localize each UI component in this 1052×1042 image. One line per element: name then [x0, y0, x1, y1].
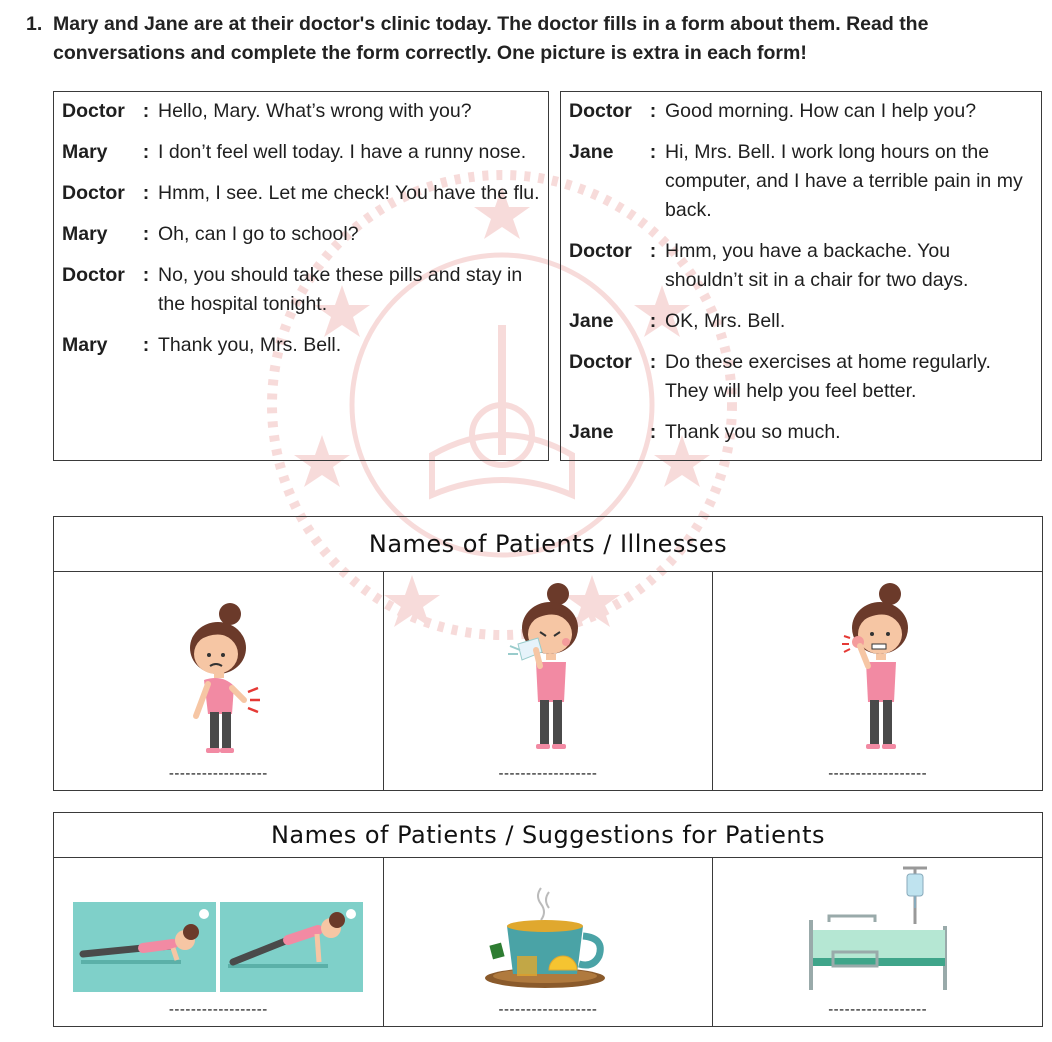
speech-text: Do these exercises at home regularly. They will help you feel better.: [665, 351, 991, 402]
speaker-colon: :: [649, 310, 657, 332]
speaker-colon: :: [142, 223, 150, 245]
speaker-colon: :: [142, 100, 150, 122]
illness-cell-3: [713, 572, 1042, 790]
dialog-turn: [62, 179, 540, 208]
speaker-name: Jane: [569, 421, 614, 443]
speech-text: Thank you so much.: [665, 421, 841, 443]
speaker-name: Jane: [569, 141, 614, 163]
dialog-turn: [569, 138, 1033, 225]
speaker-colon: :: [142, 141, 150, 163]
speaker-colon: :: [649, 100, 657, 122]
speaker-name: Doctor: [62, 100, 125, 122]
illness-cell-1: [54, 572, 383, 790]
dialog-turn: [62, 138, 540, 167]
girl-runny-nose-icon: [488, 580, 608, 758]
answer-blank[interactable]: ------------------: [168, 765, 268, 782]
speaker-name: Doctor: [569, 240, 632, 262]
dialog-turn: [569, 418, 1033, 447]
speech-text: Hello, Mary. What’s wrong with you?: [158, 100, 472, 122]
dialog-box-jane: [560, 91, 1042, 461]
speaker-name: Mary: [62, 141, 108, 163]
suggestion-cell-2: [384, 858, 713, 1026]
suggestion-cell-3: [713, 858, 1042, 1026]
girl-backache-icon: [158, 600, 278, 758]
speaker-name: Doctor: [569, 351, 632, 373]
dialog-turn: [569, 237, 1033, 295]
dialog-turn: [569, 307, 1033, 336]
dialog-box-mary: [53, 91, 549, 461]
question-number: 1.: [26, 13, 43, 35]
dialog-turn: [569, 348, 1033, 406]
speech-text: Hmm, you have a backache. You shouldn’t sit in a chair for two days.: [665, 240, 969, 291]
speaker-colon: :: [649, 421, 657, 443]
dialog-turn: [62, 261, 540, 319]
answer-blank[interactable]: ------------------: [498, 1001, 598, 1018]
speech-text: Thank you, Mrs. Bell.: [158, 334, 342, 356]
speaker-name: Doctor: [569, 100, 632, 122]
girl-toothache-icon: [818, 580, 938, 758]
form-suggestions-title: Names of Patients / Suggestions for Patients: [54, 813, 1043, 858]
speaker-name: Mary: [62, 334, 108, 356]
dialog-turn: [62, 331, 540, 360]
answer-blank[interactable]: ------------------: [828, 1001, 928, 1018]
speech-text: Hi, Mrs. Bell. I work long hours on the computer, and I have a terrible pain in my back.: [665, 141, 1023, 221]
speaker-colon: :: [142, 264, 150, 286]
speaker-colon: :: [649, 240, 657, 262]
suggestion-cell-1: [54, 858, 383, 1026]
speech-text: Oh, can I go to school?: [158, 223, 359, 245]
speaker-colon: :: [649, 141, 657, 163]
speaker-colon: :: [142, 334, 150, 356]
speaker-colon: :: [142, 182, 150, 204]
hospital-bed-icon: [803, 864, 953, 994]
question-text: Mary and Jane are at their doctor's clinic today. The doctor fills in a form about them. Read the conversations and complete the form correctly. One picture is extra in each form!: [53, 13, 929, 64]
speech-text: No, you should take these pills and stay in the hospital tonight.: [158, 264, 523, 315]
form-suggestions: [53, 812, 1043, 1027]
speaker-name: Mary: [62, 223, 108, 245]
speech-text: Hmm, I see. Let me check! You have the flu.: [158, 182, 540, 204]
speaker-colon: :: [649, 351, 657, 373]
speaker-name: Doctor: [62, 182, 125, 204]
illness-cell-2: [384, 572, 713, 790]
speech-text: I don’t feel well today. I have a runny nose.: [158, 141, 527, 163]
exercise-push-up-icon: [73, 902, 363, 992]
hot-tea-icon: [483, 886, 613, 996]
speaker-name: Doctor: [62, 264, 125, 286]
speech-text: Good morning. How can I help you?: [665, 100, 977, 122]
speech-text: OK, Mrs. Bell.: [665, 310, 786, 332]
dialog-turn: [569, 97, 1033, 126]
answer-blank[interactable]: ------------------: [828, 765, 928, 782]
speaker-name: Jane: [569, 310, 614, 332]
form-illnesses-title: Names of Patients / Illnesses: [54, 517, 1043, 572]
dialog-turn: [62, 97, 540, 126]
answer-blank[interactable]: ------------------: [498, 765, 598, 782]
dialog-turn: [62, 220, 540, 249]
answer-blank[interactable]: ------------------: [168, 1001, 268, 1018]
form-illnesses: [53, 516, 1043, 791]
question-instructions: [26, 10, 1026, 68]
